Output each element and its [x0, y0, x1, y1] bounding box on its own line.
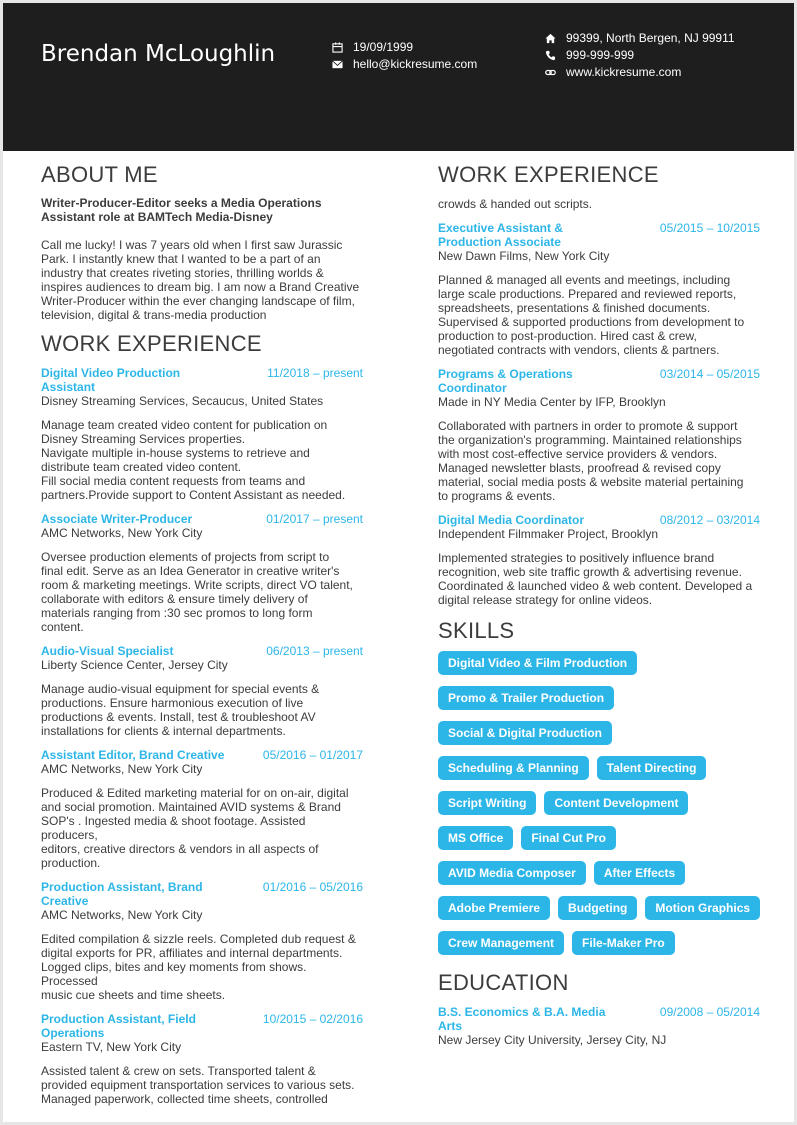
skill-tag: Digital Video & Film Production	[438, 651, 637, 675]
degree-title-line: B.S. Economics & B.A. Media	[438, 1005, 606, 1019]
job-desc-line: material, social media posts & website material pertaining	[438, 475, 744, 489]
job-desc-line: negotiated contracts with vendors, clients & partners.	[438, 343, 720, 357]
job-desc-line: Navigate multiple in-house systems to retrieve and	[41, 446, 310, 460]
job-head	[41, 644, 363, 658]
contact-block-left	[331, 39, 477, 73]
email-row[interactable]	[331, 56, 477, 73]
skill-tag: Script Writing	[438, 791, 536, 815]
skill-tag: MS Office	[438, 826, 513, 850]
job-desc-line: Collaborated with partners in order to promote & support	[438, 419, 738, 433]
job-title-line: Production Assistant, Field	[41, 1012, 196, 1026]
job-title	[41, 366, 180, 394]
left-column	[41, 153, 363, 1106]
skill-tag: Motion Graphics	[645, 896, 760, 920]
about-line: Park. I instantly knew that I wanted to be a part of an	[41, 252, 321, 266]
skill-row	[438, 791, 760, 815]
birthdate-text: 19/09/1999	[353, 40, 414, 54]
job-desc-line: Implemented strategies to positively influence brand	[438, 551, 715, 565]
job-org: Disney Streaming Services, Secaucus, United States	[41, 394, 324, 408]
job-desc-line: digital release strategy for online videos.	[438, 593, 653, 607]
skill-tag: Budgeting	[558, 896, 637, 920]
job-desc-line: to programs & events.	[438, 489, 556, 503]
job-title	[41, 644, 173, 658]
job-title-line: Assistant	[41, 380, 96, 394]
skill-tag: File-Maker Pro	[572, 931, 675, 955]
job-description	[438, 419, 760, 503]
job-org: Eastern TV, New York City	[41, 1040, 182, 1054]
job-head	[438, 221, 760, 249]
job-head	[438, 367, 760, 395]
job-title-line: Executive Assistant &	[438, 221, 563, 235]
right-column	[438, 153, 760, 1047]
skill-tag: After Effects	[594, 861, 685, 885]
job-date: 05/2015 – 10/2015	[659, 221, 760, 235]
job-desc-line: production to post-production. Hired cast & crew,	[438, 329, 697, 343]
job-date: 05/2016 – 01/2017	[262, 748, 363, 762]
job-title-line: Creative	[41, 894, 89, 908]
job-description	[41, 418, 363, 502]
job-head	[41, 1012, 363, 1040]
job-head	[41, 748, 363, 762]
website-row[interactable]	[544, 64, 735, 81]
about-line: television, digital & trans-media production	[41, 308, 267, 322]
about-line: industry that creates riveting stories, thrilling worlds &	[41, 266, 324, 280]
skills-list	[438, 651, 760, 955]
job-desc-line: Manage audio-visual equipment for special events &	[41, 682, 320, 696]
job-desc-line: digital exports for PR, affiliates and internal departments.	[41, 946, 343, 960]
job-desc-line: materials ranging from :30 sec promos to long form	[41, 606, 313, 620]
skills-title: SKILLS	[438, 618, 515, 643]
job-desc-line: spreadsheets, presentations & finished documents.	[438, 301, 711, 315]
home-icon	[544, 33, 556, 45]
job-date: 10/2015 – 02/2016	[262, 1012, 363, 1026]
job-title-line: Coordinator	[438, 381, 507, 395]
about-line: Call me lucky! I was 7 years old when I first saw Jurassic	[41, 238, 343, 252]
skill-row	[438, 826, 760, 850]
job-entry	[41, 366, 363, 502]
address-row	[544, 30, 735, 47]
job-title	[41, 512, 192, 526]
job-title	[438, 367, 573, 395]
job-desc-line: partners.Provide support to Content Assistant as needed.	[41, 488, 346, 502]
job-description	[438, 273, 760, 357]
envelope-icon	[331, 59, 343, 71]
job-title-line: Programs & Operations	[438, 367, 573, 381]
job-desc-line: SOP's . Ingested media & shoot footage. Assisted producers,	[41, 814, 306, 842]
job-entry	[41, 644, 363, 738]
skill-row	[438, 721, 760, 745]
job-desc-line: Disney Streaming Services properties.	[41, 432, 246, 446]
job-date: 01/2016 – 05/2016	[262, 880, 363, 894]
job-head	[41, 880, 363, 908]
job-date: 06/2013 – present	[266, 644, 363, 658]
job-desc-line: Assisted talent & crew on sets. Transported talent &	[41, 1064, 316, 1078]
skill-tag: AVID Media Composer	[438, 861, 586, 885]
job-title-line: Digital Video Production	[41, 366, 181, 380]
work-continuation: crowds & handed out scripts.	[438, 197, 593, 211]
skill-row	[438, 651, 760, 675]
about-summary	[41, 238, 363, 322]
skill-row	[438, 686, 760, 710]
job-desc-line: Edited compilation & sizzle reels. Completed dub request &	[41, 932, 356, 946]
job-title-line: Production Assistant, Brand	[41, 880, 203, 894]
job-desc-line: and social promotion. Maintained AVID systems & Brand	[41, 800, 341, 814]
job-head	[41, 512, 363, 526]
phone-icon	[544, 50, 556, 62]
email-link[interactable]: hello@kickresume.com	[353, 57, 478, 71]
education-date: 09/2008 – 05/2014	[659, 1005, 760, 1019]
job-title	[41, 880, 203, 908]
job-entry	[41, 512, 363, 634]
skill-row	[438, 861, 760, 885]
job-desc-line: production.	[41, 856, 101, 870]
degree-title-line: Arts	[438, 1019, 463, 1033]
job-desc-line: large scale productions. Prepared and reviewed reports,	[438, 287, 737, 301]
job-desc-line: Oversee production elements of projects from script to	[41, 550, 330, 564]
job-description	[41, 786, 363, 870]
job-description	[41, 550, 363, 634]
job-entry	[41, 748, 363, 870]
work-title-left: WORK EXPERIENCE	[41, 331, 262, 356]
job-org: Liberty Science Center, Jersey City	[41, 658, 228, 672]
job-desc-line: Coordinated & launched video & web content. Developed a	[438, 579, 753, 593]
education-entry	[438, 1005, 760, 1047]
skill-tag: Content Development	[544, 791, 688, 815]
job-title	[438, 513, 584, 527]
job-entry	[41, 1012, 363, 1106]
job-title-line: Digital Media Coordinator	[438, 513, 585, 527]
job-desc-line: Logged clips, bites and key moments from shows. Processed	[41, 960, 307, 988]
job-title-line: Assistant Editor, Brand Creative	[41, 748, 225, 762]
resume-header	[3, 3, 794, 151]
job-title-line: Operations	[41, 1026, 105, 1040]
job-desc-line: productions & events. Install, test & troubleshoot AV	[41, 710, 316, 724]
job-desc-line: the organization's programming. Maintained relationships	[438, 433, 742, 447]
education-title: EDUCATION	[438, 970, 569, 995]
skill-tag: Crew Management	[438, 931, 564, 955]
job-desc-line: editors, creative directors & vendors in all aspects of	[41, 842, 319, 856]
about-title: ABOUT ME	[41, 162, 158, 187]
skill-tag: Promo & Trailer Production	[438, 686, 614, 710]
job-desc-line: Planned & managed all events and meetings, including	[438, 273, 731, 287]
skill-tag: Final Cut Pro	[521, 826, 616, 850]
job-title-line: Production Associate	[438, 235, 561, 249]
job-desc-line: content.	[41, 620, 84, 634]
address-text: 99399, North Bergen, NJ 99911	[566, 31, 735, 45]
birthdate-row	[331, 39, 477, 56]
job-org: AMC Networks, New York City	[41, 526, 203, 540]
job-date: 08/2012 – 03/2014	[659, 513, 760, 527]
job-desc-line: Manage team created video content for publication on	[41, 418, 328, 432]
job-description	[438, 551, 760, 607]
job-org: AMC Networks, New York City	[41, 762, 203, 776]
calendar-icon	[331, 42, 343, 54]
job-head	[41, 366, 363, 394]
about-line: Writer-Producer within the ever changing landscape of film,	[41, 294, 355, 308]
job-desc-line: provided equipment transportation services to various sets.	[41, 1078, 355, 1092]
degree-title	[438, 1005, 605, 1033]
job-desc-line: music cue sheets and time sheets.	[41, 988, 226, 1002]
job-desc-line: room & marketing meetings. Write scripts, direct VO talent,	[41, 578, 353, 592]
link-icon	[544, 67, 556, 79]
website-link[interactable]: www.kickresume.com	[566, 65, 682, 79]
phone-link[interactable]: 999-999-999	[566, 48, 635, 62]
job-entry	[438, 367, 760, 503]
job-desc-line: recognition, web site traffic growth & advertising revenue.	[438, 565, 742, 579]
job-date: 03/2014 – 05/2015	[659, 367, 760, 381]
work-title-right: WORK EXPERIENCE	[438, 162, 659, 187]
job-date: 01/2017 – present	[266, 512, 363, 526]
job-desc-line: Managed newsletter blasts, proofread & revised copy	[438, 461, 721, 475]
job-desc-line: collaborate with editors & ensure timely delivery of	[41, 592, 308, 606]
skill-row	[438, 931, 760, 955]
resume-page	[3, 3, 794, 1122]
job-entry	[438, 221, 760, 357]
job-title	[41, 1012, 196, 1040]
job-desc-line: Supervised & supported productions from development to	[438, 315, 745, 329]
about-subtitle-line: Assistant role at BAMTech Media-Disney	[41, 210, 273, 224]
skill-tag: Scheduling & Planning	[438, 756, 589, 780]
job-description	[41, 1064, 363, 1106]
phone-row[interactable]	[544, 47, 735, 64]
job-desc-line: distribute team created video content.	[41, 460, 242, 474]
job-desc-line: final edit. Serve as an Idea Generator in creative writer's	[41, 564, 340, 578]
job-title	[41, 748, 224, 762]
about-subtitle	[41, 196, 363, 224]
job-head	[438, 513, 760, 527]
job-desc-line: with most cost-effective service providers & vendors.	[438, 447, 718, 461]
skill-row	[438, 756, 760, 780]
skill-row	[438, 896, 760, 920]
job-desc-line: productions. Ensure harmonious execution of live	[41, 696, 304, 710]
skill-tag: Talent Directing	[597, 756, 707, 780]
job-org: New Dawn Films, New York City	[438, 249, 610, 263]
candidate-name: Brendan McLoughlin	[41, 41, 276, 67]
job-description	[41, 682, 363, 738]
job-entry	[438, 513, 760, 607]
about-subtitle-line: Writer-Producer-Editor seeks a Media Operations	[41, 196, 322, 210]
job-desc-line: Fill social media content requests from teams and	[41, 474, 306, 488]
education-head	[438, 1005, 760, 1033]
job-title	[438, 221, 563, 249]
job-desc-line: Managed paperwork, collected time sheets, controlled	[41, 1092, 328, 1106]
job-desc-line: installations for clients & internal departments.	[41, 724, 286, 738]
job-desc-line: Produced & Edited marketing material for on on-air, digital	[41, 786, 349, 800]
job-org: Made in NY Media Center by IFP, Brooklyn	[438, 395, 666, 409]
contact-block-right	[544, 30, 735, 81]
about-line: inspires audiences to dream big. I am now a Brand Creative	[41, 280, 360, 294]
job-org: AMC Networks, New York City	[41, 908, 203, 922]
skill-tag: Adobe Premiere	[438, 896, 550, 920]
school-name: New Jersey City University, Jersey City, NJ	[438, 1033, 667, 1047]
job-org: Independent Filmmaker Project, Brooklyn	[438, 527, 659, 541]
job-date: 11/2018 – present	[267, 366, 363, 380]
job-title-line: Audio-Visual Specialist	[41, 644, 174, 658]
job-title-line: Associate Writer-Producer	[41, 512, 193, 526]
job-description	[41, 932, 363, 1002]
skill-tag: Social & Digital Production	[438, 721, 612, 745]
job-entry	[41, 880, 363, 1002]
